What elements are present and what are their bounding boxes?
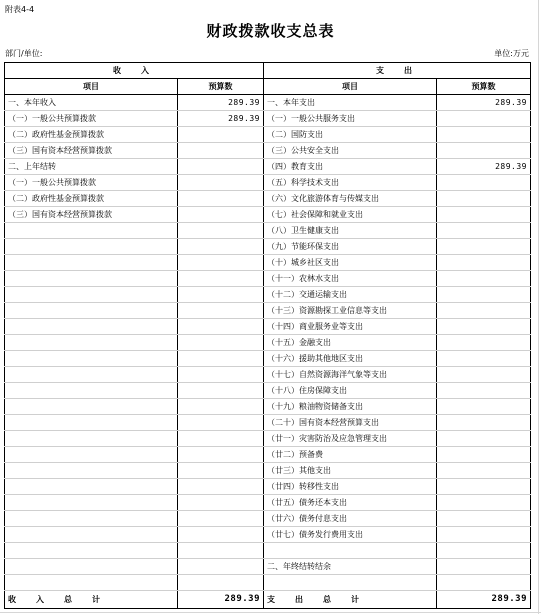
expense-value-cell[interactable] — [437, 335, 531, 351]
expense-item-cell[interactable]: （十七）自然资源海洋气象等支出 — [264, 367, 437, 383]
income-item-cell[interactable]: 二、上年结转 — [5, 159, 178, 175]
table-body — [5, 95, 531, 591]
income-value-cell[interactable] — [178, 431, 264, 447]
table-row — [5, 111, 531, 127]
table-row — [5, 415, 531, 431]
income-value-cell[interactable] — [178, 415, 264, 431]
income-item-cell[interactable] — [5, 335, 178, 351]
income-item-cell[interactable] — [5, 479, 178, 495]
department-label: 部门/单位: — [5, 49, 43, 58]
income-value-cell[interactable] — [178, 527, 264, 543]
expense-value-cell[interactable] — [437, 111, 531, 127]
table-row — [5, 335, 531, 351]
income-value-cell[interactable] — [178, 543, 264, 559]
fiscal-summary-table — [4, 62, 531, 609]
expense-item-cell[interactable] — [264, 575, 437, 591]
expense-value-cell[interactable] — [437, 543, 531, 559]
income-value-cell[interactable] — [178, 383, 264, 399]
income-item-cell[interactable] — [5, 223, 178, 239]
income-value-cell[interactable] — [178, 127, 264, 143]
expense-value-cell[interactable] — [437, 239, 531, 255]
table-row — [5, 367, 531, 383]
income-item-cell[interactable] — [5, 543, 178, 559]
income-item-cell[interactable] — [5, 271, 178, 287]
income-item-cell[interactable]: （二）政府性基金预算拨款 — [5, 127, 178, 143]
table-row — [5, 431, 531, 447]
sheet-gridline-right — [538, 0, 539, 614]
income-total-value[interactable]: 289.39 — [178, 591, 264, 609]
table-row — [5, 223, 531, 239]
table-row — [5, 447, 531, 463]
expense-value-cell[interactable] — [437, 223, 531, 239]
expense-value-cell[interactable] — [437, 175, 531, 191]
income-item-cell[interactable] — [5, 383, 178, 399]
expense-item-cell[interactable]: （七）社会保障和就业支出 — [264, 207, 437, 223]
expense-item-cell[interactable]: （廿三）其他支出 — [264, 463, 437, 479]
expense-value-cell[interactable] — [437, 447, 531, 463]
unit-label: 单位:万元 — [494, 49, 529, 58]
income-value-cell[interactable] — [178, 399, 264, 415]
expense-item-cell[interactable]: （二十）国有资本经营预算支出 — [264, 415, 437, 431]
income-item-cell[interactable] — [5, 511, 178, 527]
income-item-cell[interactable]: （三）国有资本经营预算拨款 — [5, 207, 178, 223]
expense-value-cell[interactable] — [437, 399, 531, 415]
expense-item-cell[interactable]: （廿一）灾害防治及应急管理支出 — [264, 431, 437, 447]
income-value-cell[interactable] — [178, 319, 264, 335]
income-item-header[interactable]: 项目 — [5, 79, 178, 95]
table-row — [5, 479, 531, 495]
expense-value-cell[interactable] — [437, 367, 531, 383]
income-value-cell[interactable] — [178, 159, 264, 175]
income-value-cell[interactable] — [178, 495, 264, 511]
income-item-cell[interactable]: （三）国有资本经营预算拨款 — [5, 143, 178, 159]
expense-value-cell[interactable]: 289.39 — [437, 159, 531, 175]
expense-item-cell[interactable]: （一）一般公共服务支出 — [264, 111, 437, 127]
income-item-cell[interactable] — [5, 367, 178, 383]
expense-value-cell[interactable] — [437, 207, 531, 223]
income-item-cell[interactable] — [5, 287, 178, 303]
table-row — [5, 191, 531, 207]
expense-value-cell[interactable] — [437, 383, 531, 399]
expense-total-value[interactable]: 289.39 — [437, 591, 531, 609]
expense-section-header[interactable]: 支 出 — [264, 63, 531, 79]
expense-item-cell[interactable]: （五）科学技术支出 — [264, 175, 437, 191]
expense-item-cell[interactable] — [264, 543, 437, 559]
table-row — [5, 271, 531, 287]
income-item-cell[interactable] — [5, 559, 178, 575]
table-row — [5, 559, 531, 575]
income-item-cell[interactable] — [5, 255, 178, 271]
expense-budget-header[interactable]: 预算数 — [437, 79, 531, 95]
income-item-cell[interactable] — [5, 239, 178, 255]
table-row — [5, 303, 531, 319]
income-item-cell[interactable]: 一、本年收入 — [5, 95, 178, 111]
income-value-cell[interactable] — [178, 303, 264, 319]
expense-item-cell[interactable]: （廿二）预备费 — [264, 447, 437, 463]
table-row — [5, 575, 531, 591]
expense-item-cell[interactable]: （廿六）债务付息支出 — [264, 511, 437, 527]
table-row — [5, 239, 531, 255]
expense-item-cell[interactable]: （十四）商业服务业等支出 — [264, 319, 437, 335]
table-row — [5, 127, 531, 143]
table-row — [5, 287, 531, 303]
income-value-cell[interactable] — [178, 575, 264, 591]
expense-item-cell[interactable]: （十一）农林水支出 — [264, 271, 437, 287]
expense-item-cell[interactable]: （十六）援助其他地区支出 — [264, 351, 437, 367]
expense-value-cell[interactable] — [437, 559, 531, 575]
expense-value-cell[interactable] — [437, 511, 531, 527]
expense-item-cell[interactable]: （十五）金融支出 — [264, 335, 437, 351]
income-item-cell[interactable] — [5, 463, 178, 479]
income-item-cell[interactable] — [5, 319, 178, 335]
expense-value-cell[interactable] — [437, 431, 531, 447]
table-row — [5, 527, 531, 543]
income-value-cell[interactable] — [178, 191, 264, 207]
expense-value-cell[interactable] — [437, 303, 531, 319]
expense-total-label[interactable]: 支 出 总 计 — [264, 591, 437, 609]
income-item-cell[interactable] — [5, 495, 178, 511]
expense-value-cell[interactable] — [437, 271, 531, 287]
expense-value-cell[interactable] — [437, 463, 531, 479]
income-value-cell[interactable] — [178, 463, 264, 479]
expense-item-cell[interactable]: （十二）交通运输支出 — [264, 287, 437, 303]
table-row — [5, 495, 531, 511]
expense-value-cell[interactable] — [437, 415, 531, 431]
expense-item-cell[interactable]: （廿四）转移性支出 — [264, 479, 437, 495]
income-value-cell[interactable] — [178, 175, 264, 191]
income-value-cell[interactable] — [178, 351, 264, 367]
expense-item-cell[interactable]: （十九）粮油物资储备支出 — [264, 399, 437, 415]
income-item-cell[interactable] — [5, 447, 178, 463]
income-value-cell[interactable] — [178, 335, 264, 351]
income-value-cell[interactable] — [178, 239, 264, 255]
expense-value-cell[interactable]: 289.39 — [437, 95, 531, 111]
expense-item-cell[interactable]: （九）节能环保支出 — [264, 239, 437, 255]
expense-item-cell[interactable]: （二）国防支出 — [264, 127, 437, 143]
expense-value-cell[interactable] — [437, 127, 531, 143]
expense-item-cell[interactable]: （八）卫生健康支出 — [264, 223, 437, 239]
table-row — [5, 543, 531, 559]
expense-item-header[interactable]: 项目 — [264, 79, 437, 95]
income-item-cell[interactable] — [5, 351, 178, 367]
table-row — [5, 175, 531, 191]
table-row — [5, 383, 531, 399]
income-value-cell[interactable] — [178, 367, 264, 383]
expense-value-cell[interactable] — [437, 479, 531, 495]
expense-item-cell[interactable]: （廿五）债务还本支出 — [264, 495, 437, 511]
income-value-cell[interactable] — [178, 479, 264, 495]
income-value-cell[interactable] — [178, 271, 264, 287]
expense-item-cell[interactable]: （六）文化旅游体育与传媒支出 — [264, 191, 437, 207]
expense-item-cell[interactable]: （四）教育支出 — [264, 159, 437, 175]
table-row — [5, 159, 531, 175]
income-total-label[interactable]: 收 入 总 计 — [5, 591, 178, 609]
totals-row — [5, 591, 531, 609]
expense-value-cell[interactable] — [437, 191, 531, 207]
income-value-cell[interactable]: 289.39 — [178, 111, 264, 127]
expense-value-cell[interactable] — [437, 351, 531, 367]
expense-item-cell[interactable]: 二、年终结转结余 — [264, 559, 437, 575]
income-value-cell[interactable] — [178, 223, 264, 239]
table-row — [5, 319, 531, 335]
table-row — [5, 399, 531, 415]
income-item-cell[interactable]: （一）一般公共预算拨款 — [5, 111, 178, 127]
expense-value-cell[interactable] — [437, 319, 531, 335]
income-value-cell[interactable]: 289.39 — [178, 95, 264, 111]
income-value-cell[interactable] — [178, 143, 264, 159]
expense-value-cell[interactable] — [437, 495, 531, 511]
table-row — [5, 255, 531, 271]
expense-value-cell[interactable] — [437, 575, 531, 591]
sheet-gridline-bottom — [0, 612, 541, 613]
table-row — [5, 143, 531, 159]
expense-item-cell[interactable]: （十）城乡社区支出 — [264, 255, 437, 271]
table-row — [5, 511, 531, 527]
income-item-cell[interactable] — [5, 431, 178, 447]
table-row — [5, 207, 531, 223]
income-item-cell[interactable] — [5, 399, 178, 415]
page-title: 财政拨款收支总表 — [206, 22, 335, 40]
income-item-cell[interactable] — [5, 303, 178, 319]
income-item-cell[interactable] — [5, 527, 178, 543]
income-item-cell[interactable] — [5, 415, 178, 431]
income-item-cell[interactable] — [5, 575, 178, 591]
table-row — [5, 95, 531, 111]
expense-value-cell[interactable] — [437, 527, 531, 543]
income-item-cell[interactable]: （一）一般公共预算拨款 — [5, 175, 178, 191]
income-section-header[interactable]: 收 入 — [5, 63, 264, 79]
expense-item-cell[interactable]: 一、本年支出 — [264, 95, 437, 111]
section-header-row — [5, 63, 531, 79]
income-value-cell[interactable] — [178, 447, 264, 463]
expense-value-cell[interactable] — [437, 143, 531, 159]
income-value-cell[interactable] — [178, 207, 264, 223]
expense-value-cell[interactable] — [437, 255, 531, 271]
income-value-cell[interactable] — [178, 559, 264, 575]
income-value-cell[interactable] — [178, 287, 264, 303]
income-value-cell[interactable] — [178, 255, 264, 271]
table-row — [5, 463, 531, 479]
income-budget-header[interactable]: 预算数 — [178, 79, 264, 95]
income-value-cell[interactable] — [178, 511, 264, 527]
income-item-cell[interactable]: （二）政府性基金预算拨款 — [5, 191, 178, 207]
corner-label: 附表4-4 — [5, 5, 35, 14]
expense-item-cell[interactable]: （十三）资源勘探工业信息等支出 — [264, 303, 437, 319]
expense-value-cell[interactable] — [437, 287, 531, 303]
expense-item-cell[interactable]: （三）公共安全支出 — [264, 143, 437, 159]
expense-item-cell[interactable]: （十八）住房保障支出 — [264, 383, 437, 399]
column-header-row — [5, 79, 531, 95]
expense-item-cell[interactable]: （廿七）债务发行费用支出 — [264, 527, 437, 543]
table-row — [5, 351, 531, 367]
